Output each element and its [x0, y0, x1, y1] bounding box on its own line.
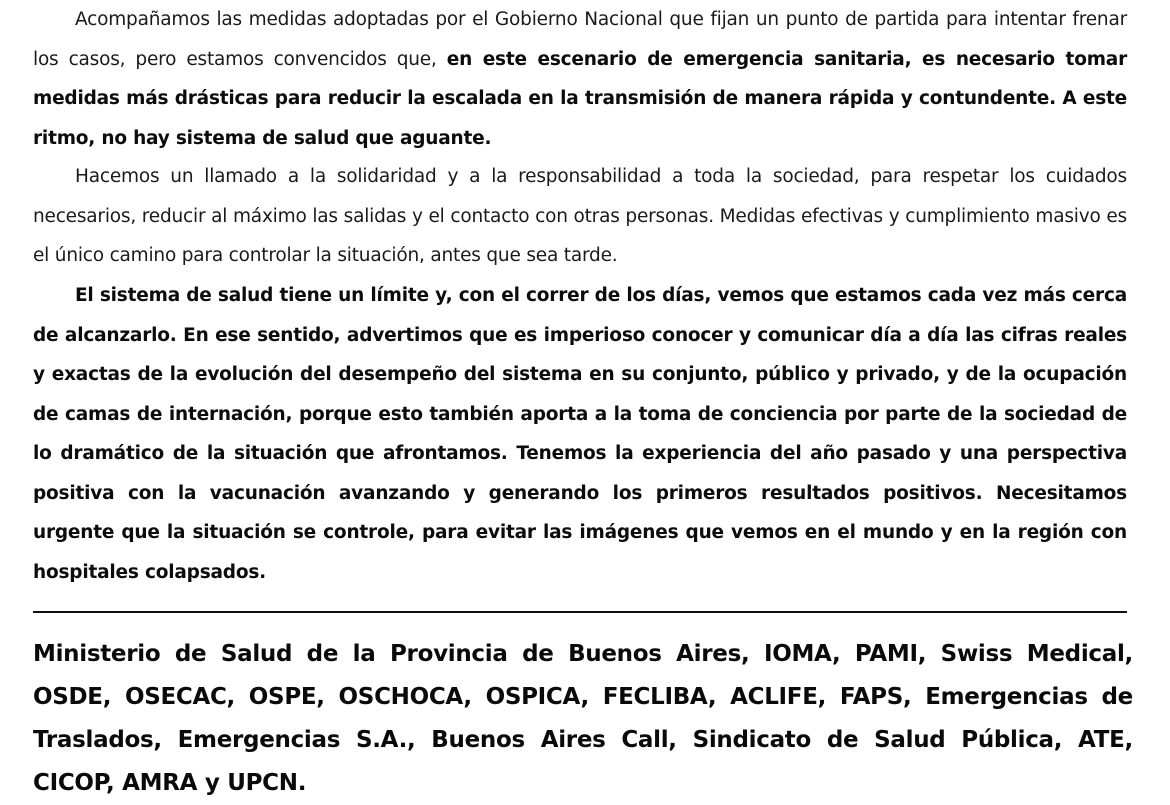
- paragraph-call-to-solidarity: Hacemos un llamado a la solidaridad y a la responsabilidad a toda la sociedad, para respetar los cuidados necesarios, reducir al máximo las salidas y el contacto con otras personas. Medidas efectivas y cumplimiento masivo es el único camino para controlar la situación, antes que sea tarde.: [33, 166, 1127, 266]
- paragraph-1-regular-text: Acompañamos las medidas adoptadas por el Gobierno Nacional que fijan un punto de partida para intentar frenar los casos, pero estamos convencidos que,: [33, 9, 1127, 70]
- signatories-list: Ministerio de Salud de la Provincia de Buenos Aires, IOMA, PAMI, Swiss Medical, OSDE, OSECAC, OSPE, OSCHOCA, OSPICA, FECLIBA, ACLIFE, FAPS, Emergencias de Traslados, Emergencias S.A., Buenos Aires Call, Sindicato de Salud Pública, ATE, CICOP, AMRA y UPCN.: [33, 641, 1133, 796]
- signature-divider: [33, 611, 1127, 613]
- paragraph-support-measures: [33, 0, 1127, 158]
- paragraph-health-system-limit: El sistema de salud tiene un límite y, con el correr de los días, vemos que estamos cada vez más cerca de alcanzarlo. En ese sentido, advertimos que es imperioso conocer y comunicar día a día las cifras reales y exactas de la evolución del desempeño del sistema en su conjunto, público y privado, y de la ocupación de camas de internación, porque esto también aporta a la toma de conciencia por parte de la sociedad de lo dramático de la situación que afrontamos. Tenemos la experiencia del año pasado y una perspectiva positiva con la vacunación avanzando y generando los primeros resultados positivos. Necesitamos urgente que la situación se controle, para evitar las imágenes que vemos en el mundo y en la región con hospitales colapsados.: [33, 285, 1127, 583]
- paragraph-1-bold-text: en este escenario de emergencia sanitaria, es necesario tomar medidas más drásticas para reducir la escalada en la transmisión de manera rápida y contundente. A este ritmo, no hay sistema de salud que aguante.: [33, 48, 1127, 149]
